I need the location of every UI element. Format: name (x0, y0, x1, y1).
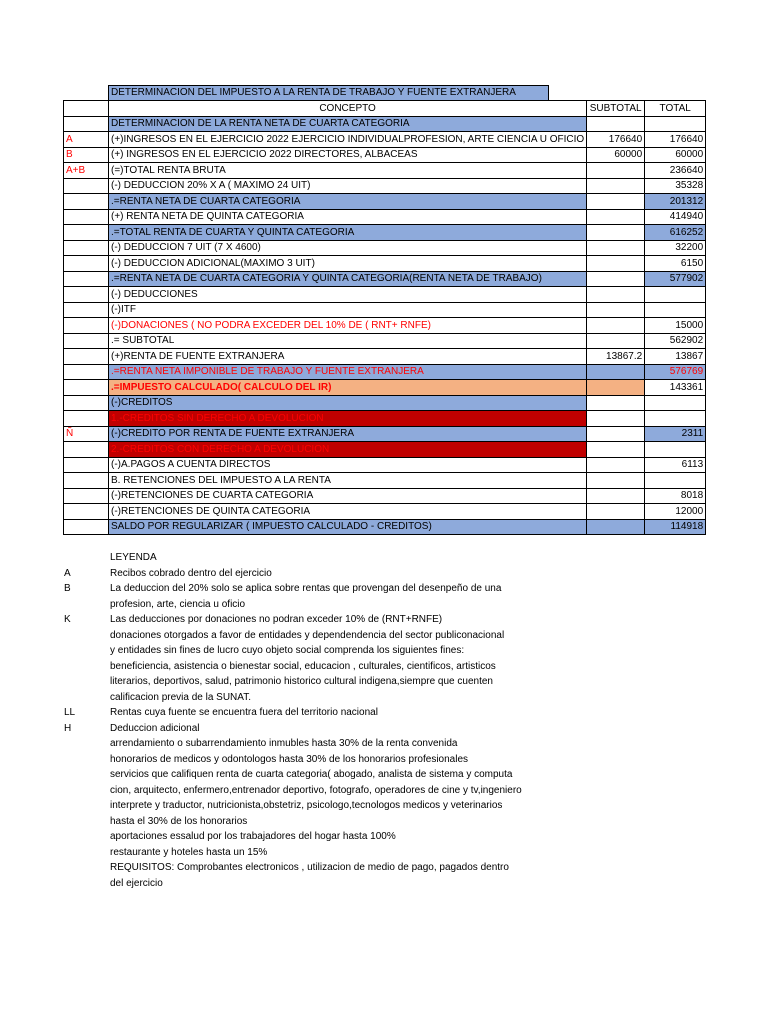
legend-key: LL (64, 707, 76, 718)
row-code (64, 225, 109, 241)
row-subtotal (587, 333, 645, 349)
row-concept: (-) DEDUCCIONES (109, 287, 587, 303)
row-code (64, 349, 109, 365)
legend (64, 550, 754, 891)
header-total: TOTAL (645, 101, 706, 117)
legend-line (64, 736, 754, 752)
row-concept: B. RETENCIONES DEL IMPUESTO A LA RENTA (109, 473, 587, 489)
row-total: 8018 (645, 488, 706, 504)
legend-line (64, 612, 754, 628)
row-subtotal (587, 364, 645, 380)
table-row (64, 333, 706, 349)
legend-line (64, 628, 754, 644)
row-code: A (64, 132, 109, 148)
row-subtotal: 60000 (587, 147, 645, 163)
legend-text: La deduccion del 20% solo se aplica sobre rentas que provengan del desenpeño de una (110, 583, 502, 594)
row-total (645, 116, 706, 132)
legend-text: y entidades sin fines de lucro cuyo objeto social comprenda los siguientes fines: (110, 645, 465, 656)
row-concept: .=RENTA NETA DE CUARTA CATEGORIA (109, 194, 587, 210)
row-total: 616252 (645, 225, 706, 241)
table-row (64, 318, 706, 334)
legend-key: A (64, 567, 71, 579)
table-row (64, 411, 706, 427)
legend-text: servicios que califiquen renta de cuarta categoria( abogado, analista de sistema y computa (110, 769, 513, 780)
row-subtotal (587, 473, 645, 489)
legend-text: honorarios de medicos y odontologos hasta 30% de los honorarios profesionales (110, 753, 469, 765)
legend-line (64, 566, 754, 582)
legend-text: restaurante y hoteles hasta un 15% (110, 846, 268, 858)
table-row (64, 225, 706, 241)
legend-line (64, 783, 754, 799)
row-concept: (+) RENTA NETA DE QUINTA CATEGORIA (109, 209, 587, 225)
table-row (64, 271, 706, 287)
row-concept: DETERMINACION DE LA RENTA NETA DE CUARTA CATEGORIA (109, 116, 587, 132)
legend-text: Las deducciones por donaciones no podran exceder 10% de (RNT+RNFE) (110, 614, 443, 625)
row-code (64, 271, 109, 287)
table-row (64, 349, 706, 365)
row-subtotal (587, 271, 645, 287)
row-code (64, 116, 109, 132)
legend-text: arrendamiento o subarrendamiento inmubles hasta 30% de la renta convenida (110, 738, 458, 749)
legend-text: beneficiencia, asistencia o bienestar social, educacion , culturales, cientificos, artisticos (110, 660, 496, 672)
legend-text: del ejercicio (110, 877, 163, 889)
row-total (645, 442, 706, 458)
legend-line (64, 659, 754, 675)
row-subtotal (587, 194, 645, 210)
row-total: 6113 (645, 457, 706, 473)
row-code (64, 519, 109, 535)
row-concept: (-)RETENCIONES DE CUARTA CATEGORIA (109, 488, 587, 504)
row-concept: (-)A.PAGOS A CUENTA DIRECTOS (109, 457, 587, 473)
row-concept: 1.-CREDITOS SIN DERECHO A DEVOLUCION (109, 411, 587, 427)
row-code: Ñ (64, 426, 109, 442)
legend-text: cion, arquitecto, enfermero,entrenador deportivo, fotografo, operadores de cine y tv,ingeniero (110, 784, 522, 796)
row-code (64, 256, 109, 272)
row-concept: (-)RETENCIONES DE QUINTA CATEGORIA (109, 504, 587, 520)
row-code (64, 380, 109, 396)
legend-text: interprete y traductor, nutricionista,obstetriz, psicologo,tecnologos medicos y veterinarios (110, 800, 503, 811)
row-subtotal (587, 225, 645, 241)
row-subtotal: 176640 (587, 132, 645, 148)
row-concept: 2.-CREDITOS CON DERECHO A DEVOLUCION (109, 442, 587, 458)
table-row (64, 473, 706, 489)
table-row (64, 163, 706, 179)
row-code (64, 287, 109, 303)
row-code (64, 209, 109, 225)
table-row (64, 240, 706, 256)
row-total: 35328 (645, 178, 706, 194)
row-subtotal (587, 209, 645, 225)
row-subtotal (587, 318, 645, 334)
row-total: 143361 (645, 380, 706, 396)
legend-text: hasta el 30% de los honorarios (110, 815, 248, 827)
table-row (64, 178, 706, 194)
legend-line (64, 597, 754, 613)
row-subtotal (587, 411, 645, 427)
legend-text: aportaciones essalud por los trabajadores del hogar hasta 100% (110, 831, 396, 842)
table-row (64, 519, 706, 535)
table-row (64, 287, 706, 303)
row-code (64, 395, 109, 411)
row-total: 414940 (645, 209, 706, 225)
row-total: 236640 (645, 163, 706, 179)
sheet-title: DETERMINACION DEL IMPUESTO A LA RENTA DE TRABAJO Y FUENTE EXTRANJERA (108, 85, 549, 100)
row-subtotal (587, 163, 645, 179)
table-row (64, 442, 706, 458)
row-subtotal (587, 256, 645, 272)
row-subtotal (587, 442, 645, 458)
row-code (64, 333, 109, 349)
legend-line (64, 581, 754, 597)
header-row (64, 101, 706, 117)
legend-line (64, 752, 754, 768)
row-subtotal (587, 240, 645, 256)
legend-text: Recibos cobrado dentro del ejercicio (110, 567, 272, 579)
legend-text: Deduccion adicional (110, 722, 200, 734)
legend-line (64, 721, 754, 737)
legend-line (64, 814, 754, 830)
row-code (64, 411, 109, 427)
table-row (64, 395, 706, 411)
row-concept: (-) DEDUCCION ADICIONAL(MAXIMO 3 UIT) (109, 256, 587, 272)
row-subtotal: 13867.2 (587, 349, 645, 365)
row-code: B (64, 147, 109, 163)
legend-line (64, 798, 754, 814)
row-code (64, 442, 109, 458)
row-code (64, 240, 109, 256)
row-total (645, 287, 706, 303)
row-subtotal (587, 302, 645, 318)
row-concept: (-)CREDITO POR RENTA DE FUENTE EXTRANJERA (109, 426, 587, 442)
legend-text: profesion, arte, ciencia u oficio (110, 598, 246, 610)
row-code (64, 473, 109, 489)
row-concept: (+)INGRESOS EN EL EJERCICIO 2022 EJERCICIO INDIVIDUALPROFESION, ARTE CIENCIA U OFICIO (109, 132, 587, 148)
row-code (64, 457, 109, 473)
legend-line (64, 845, 754, 861)
row-total (645, 302, 706, 318)
row-total: 15000 (645, 318, 706, 334)
row-total: 32200 (645, 240, 706, 256)
legend-line (64, 705, 754, 721)
row-total: 6150 (645, 256, 706, 272)
row-total: 114918 (645, 519, 706, 535)
row-total: 562902 (645, 333, 706, 349)
row-concept: .=RENTA NETA DE CUARTA CATEGORIA Y QUINTA CATEGORIA(RENTA NETA DE TRABAJO) (109, 271, 587, 287)
row-subtotal (587, 116, 645, 132)
row-subtotal (587, 380, 645, 396)
table-row (64, 209, 706, 225)
row-code (64, 364, 109, 380)
row-total (645, 473, 706, 489)
row-concept: SALDO POR REGULARIZAR ( IMPUESTO CALCULADO - CREDITOS) (109, 519, 587, 535)
table-row (64, 504, 706, 520)
row-concept: (-) DEDUCCION 20% X A ( MAXIMO 24 UIT) (109, 178, 587, 194)
header-subtotal: SUBTOTAL (587, 101, 645, 117)
legend-line (64, 643, 754, 659)
row-code (64, 178, 109, 194)
row-subtotal (587, 287, 645, 303)
row-subtotal (587, 395, 645, 411)
table-row (64, 457, 706, 473)
table-row (64, 302, 706, 318)
header-concepto: CONCEPTO (109, 101, 587, 117)
legend-line (64, 690, 754, 706)
table-row (64, 116, 706, 132)
legend-text: REQUISITOS: Comprobantes electronicos , utilizacion de medio de pago, pagados dentro (110, 862, 509, 873)
table-row (64, 194, 706, 210)
legend-key: B (64, 583, 71, 594)
row-total: 2311 (645, 426, 706, 442)
row-subtotal (587, 488, 645, 504)
row-total (645, 395, 706, 411)
legend-text: donaciones otorgados a favor de entidades y dependendencia del sector publiconacional (110, 629, 505, 641)
legend-key: K (64, 614, 71, 625)
table-row (64, 380, 706, 396)
table-row (64, 132, 706, 148)
legend-text: calificacion previa de la SUNAT. (110, 691, 251, 703)
row-subtotal (587, 457, 645, 473)
row-code (64, 504, 109, 520)
row-code (64, 194, 109, 210)
row-total: 12000 (645, 504, 706, 520)
legend-line (64, 860, 754, 876)
table-row (64, 147, 706, 163)
row-concept: (-)DONACIONES ( NO PODRA EXCEDER DEL 10% DE ( RNT+ RNFE) (109, 318, 587, 334)
row-total: 60000 (645, 147, 706, 163)
row-total: 13867 (645, 349, 706, 365)
legend-line (64, 674, 754, 690)
legend-text: literarios, deportivos, salud, patrimonio historico cultural indigena,siempre que cuenten (110, 676, 493, 687)
row-subtotal (587, 519, 645, 535)
row-code (64, 488, 109, 504)
row-concept: .=TOTAL RENTA DE CUARTA Y QUINTA CATEGORIA (109, 225, 587, 241)
row-code (64, 302, 109, 318)
legend-key: H (64, 722, 72, 734)
header-code-cell (64, 101, 109, 117)
row-code: A+B (64, 163, 109, 179)
legend-line (64, 767, 754, 783)
row-concept: (=)TOTAL RENTA BRUTA (109, 163, 587, 179)
table-row (64, 364, 706, 380)
row-subtotal (587, 178, 645, 194)
row-total: 577902 (645, 271, 706, 287)
row-subtotal (587, 504, 645, 520)
tax-table (63, 100, 706, 535)
legend-line (64, 876, 754, 892)
row-total (645, 411, 706, 427)
table-row (64, 488, 706, 504)
row-code (64, 318, 109, 334)
row-concept: (+) INGRESOS EN EL EJERCICIO 2022 DIRECTORES, ALBACEAS (109, 147, 587, 163)
row-concept: (+)RENTA DE FUENTE EXTRANJERA (109, 349, 587, 365)
row-total: 201312 (645, 194, 706, 210)
legend-title: LEYENDA (110, 552, 157, 563)
row-concept: (-)ITF (109, 302, 587, 318)
legend-text: Rentas cuya fuente se encuentra fuera del territorio nacional (110, 707, 378, 718)
legend-line (64, 829, 754, 845)
row-concept: (-) DEDUCCION 7 UIT (7 X 4600) (109, 240, 587, 256)
row-total: 176640 (645, 132, 706, 148)
row-concept: .=RENTA NETA IMPONIBLE DE TRABAJO Y FUENTE EXTRANJERA (109, 364, 587, 380)
row-total: 576769 (645, 364, 706, 380)
row-concept: .=IMPUESTO CALCULADO( CALCULO DEL IR) (109, 380, 587, 396)
row-subtotal (587, 426, 645, 442)
row-concept: (-)CREDITOS (109, 395, 587, 411)
legend-title-row (64, 550, 754, 566)
table-row (64, 256, 706, 272)
table-row (64, 426, 706, 442)
row-concept: .= SUBTOTAL (109, 333, 587, 349)
